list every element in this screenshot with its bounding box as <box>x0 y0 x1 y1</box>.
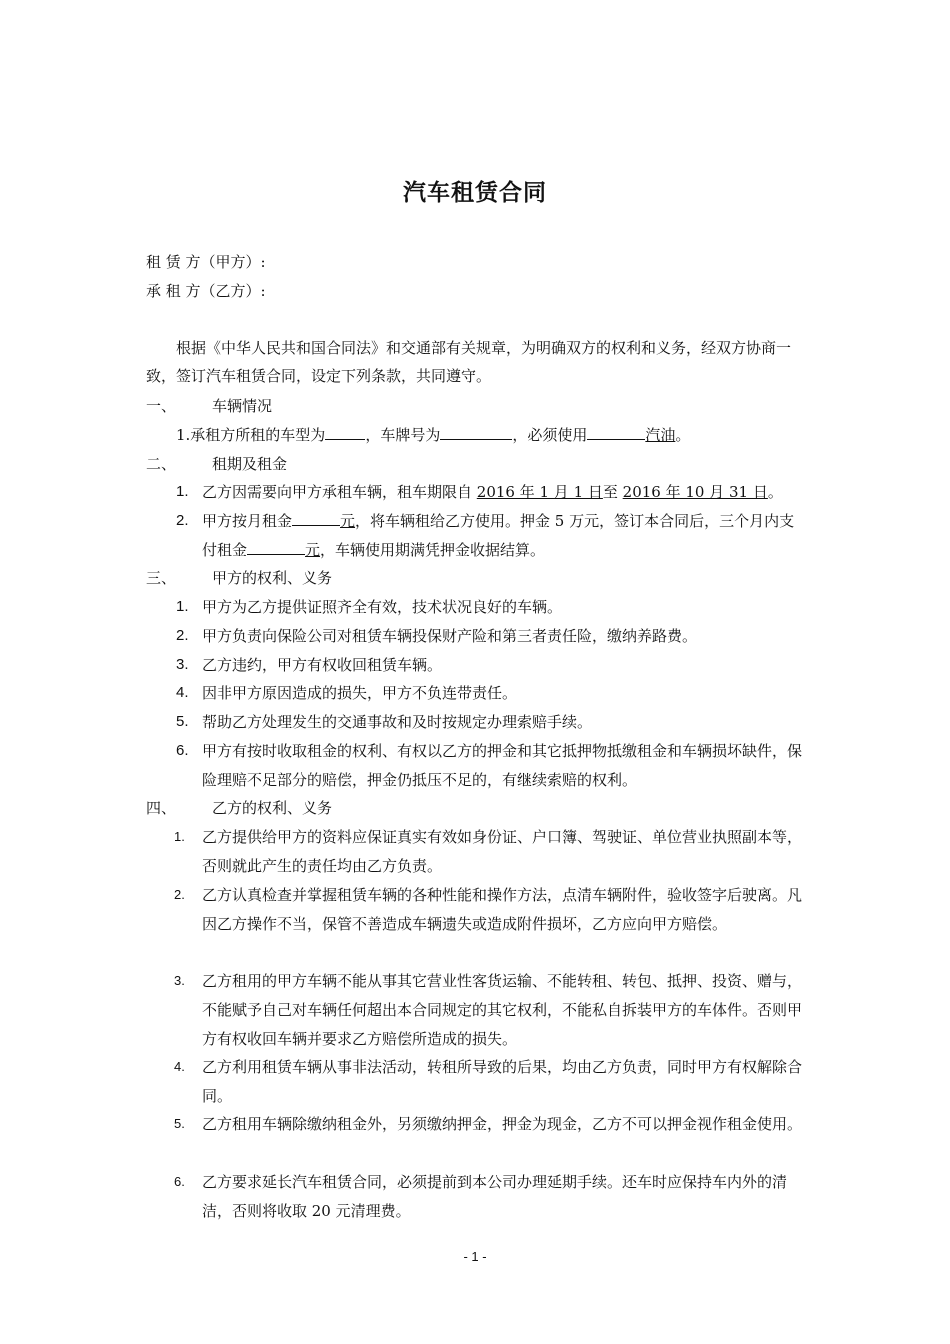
plate-label: ，车牌号为 <box>365 426 441 444</box>
s2-item-2-number: 2. <box>176 512 189 529</box>
s4-item-5: 乙方租用车辆除缴纳租金外，另须缴纳押金，押金为现金，乙方不可以押金视作租金使用。 <box>202 1115 803 1133</box>
s3-item-4-number: 4. <box>176 684 189 701</box>
s2-item-1-text-c: 。 <box>767 483 783 501</box>
prepaid-rent-unit: 元 <box>305 541 321 559</box>
fuel-label: ，必须使用 <box>512 426 588 444</box>
fuel-end: 。 <box>675 426 691 444</box>
section-2-title: 租期及租金 <box>212 455 288 473</box>
s3-item-4: 因非甲方原因造成的损失，甲方不负连带责任。 <box>202 684 518 702</box>
section-3-title: 甲方的权利、义务 <box>212 569 333 587</box>
s4-item-5-number: 5. <box>174 1116 185 1131</box>
section-4-number: 四、 <box>146 799 177 817</box>
s2-item-1-number: 1. <box>176 483 189 500</box>
s4-item-1: 乙方提供给甲方的资料应保证真实有效如身份证、户口簿、驾驶证、单位营业执照副本等，否则就此产生的责任均由乙方负责。 <box>202 828 803 875</box>
s2-item-2 <box>202 507 807 565</box>
vehicle-model-blank <box>325 425 365 440</box>
s4-item-3: 乙方租用的甲方车辆不能从事其它营业性客货运输、不能转租、转包、抵押、投资、赠与，不能赋予自己对车辆任何超出本合同规定的其它权利，不能私自拆装甲方的车体件。否则甲方有权收回车辆并要求乙方赔偿所造成的损失。 <box>202 972 803 1048</box>
intro-text: 根据《中华人民共和国合同法》和交通部有关规章，为明确双方的权利和义务，经双方协商一致，签订汽车租赁合同，设定下列条款，共同遵守。 <box>146 339 792 385</box>
section-1-title: 车辆情况 <box>212 397 273 415</box>
vehicle-model-label: 1.承租方所租的车型为 <box>176 426 326 444</box>
intro-paragraph <box>146 334 806 390</box>
s3-item-6: 甲方有按时收取租金的权利、有权以乙方的押金和其它抵押物抵缴租金和车辆损坏缺件，保险理赔不足部分的赔偿，押金仍抵压不足的，有继续索赔的权利。 <box>202 742 803 789</box>
s4-item-4: 乙方利用租赁车辆从事非法活动，转租所导致的后果，均由乙方负责，同时甲方有权解除合同。 <box>202 1058 803 1105</box>
s4-item-1-number: 1. <box>174 829 185 844</box>
plate-blank <box>440 425 512 440</box>
section-4-title: 乙方的权利、义务 <box>212 799 333 817</box>
s3-item-1-number: 1. <box>176 598 189 615</box>
s3-item-3-number: 3. <box>176 656 189 673</box>
page-number: - 1 - <box>463 1249 487 1264</box>
s3-item-2-number: 2. <box>176 627 189 644</box>
s2-item-1 <box>202 478 807 507</box>
s3-item-6-number: 6. <box>176 742 189 759</box>
lessor-label: 租 赁 方（甲方）: <box>146 253 266 271</box>
section-1-number: 一、 <box>146 397 177 415</box>
s4-item-4-number: 4. <box>174 1059 185 1074</box>
s2-item-2-text-c: ，车辆使用期满凭押金收据结算。 <box>320 541 546 559</box>
vehicle-info-line <box>176 425 690 445</box>
s4-item-6: 乙方要求延长汽车租赁合同，必须提前到本公司办理延期手续。还车时应保持车内外的清洁，否则将收取 20 元清理费。 <box>202 1173 788 1220</box>
s3-item-2: 甲方负责向保险公司对租赁车辆投保财产险和第三者责任险，缴纳养路费。 <box>202 627 698 645</box>
s2-item-2-text-b: ，将车辆租给乙方使用。押金 5 万元，签订本合同后，三个月内支付租金 <box>202 512 795 559</box>
document-title: 汽车租赁合同 <box>403 179 547 206</box>
s3-item-5-number: 5. <box>176 713 189 730</box>
prepaid-rent-blank <box>247 540 305 555</box>
s4-item-6-number: 6. <box>174 1174 185 1189</box>
section-3-number: 三、 <box>146 569 177 587</box>
monthly-rent-label: 甲方按月租金 <box>202 512 293 530</box>
monthly-rent-unit: 元 <box>340 512 356 530</box>
s4-item-2-number: 2. <box>174 887 185 902</box>
s4-item-2: 乙方认真检查并掌握租赁车辆的各种性能和操作方法，点清车辆附件，验收签字后驶离。凡因乙方操作不当，保管不善造成车辆遗失或造成附件损坏，乙方应向甲方赔偿。 <box>202 886 803 933</box>
s3-item-1: 甲方为乙方提供证照齐全有效，技术状况良好的车辆。 <box>202 598 563 616</box>
s2-item-1-text-a: 乙方因需要向甲方承租车辆，租车期限自 <box>202 483 477 501</box>
s2-item-1-text-b: 至 <box>602 483 623 501</box>
s3-item-5: 帮助乙方处理发生的交通事故和及时按规定办理索赔手续。 <box>202 713 593 731</box>
fuel-blank <box>587 425 645 440</box>
monthly-rent-blank <box>292 511 340 526</box>
lease-end-date: 2016 年 10 月 31 日 <box>622 483 768 501</box>
lease-start-date: 2016 年 1 月 1 日 <box>476 483 603 501</box>
s4-item-3-number: 3. <box>174 973 185 988</box>
fuel-value: 汽油 <box>645 426 676 444</box>
lessee-label: 承 租 方（乙方）: <box>146 282 266 300</box>
section-2-number: 二、 <box>146 455 177 473</box>
s3-item-3: 乙方违约，甲方有权收回租赁车辆。 <box>202 656 443 674</box>
